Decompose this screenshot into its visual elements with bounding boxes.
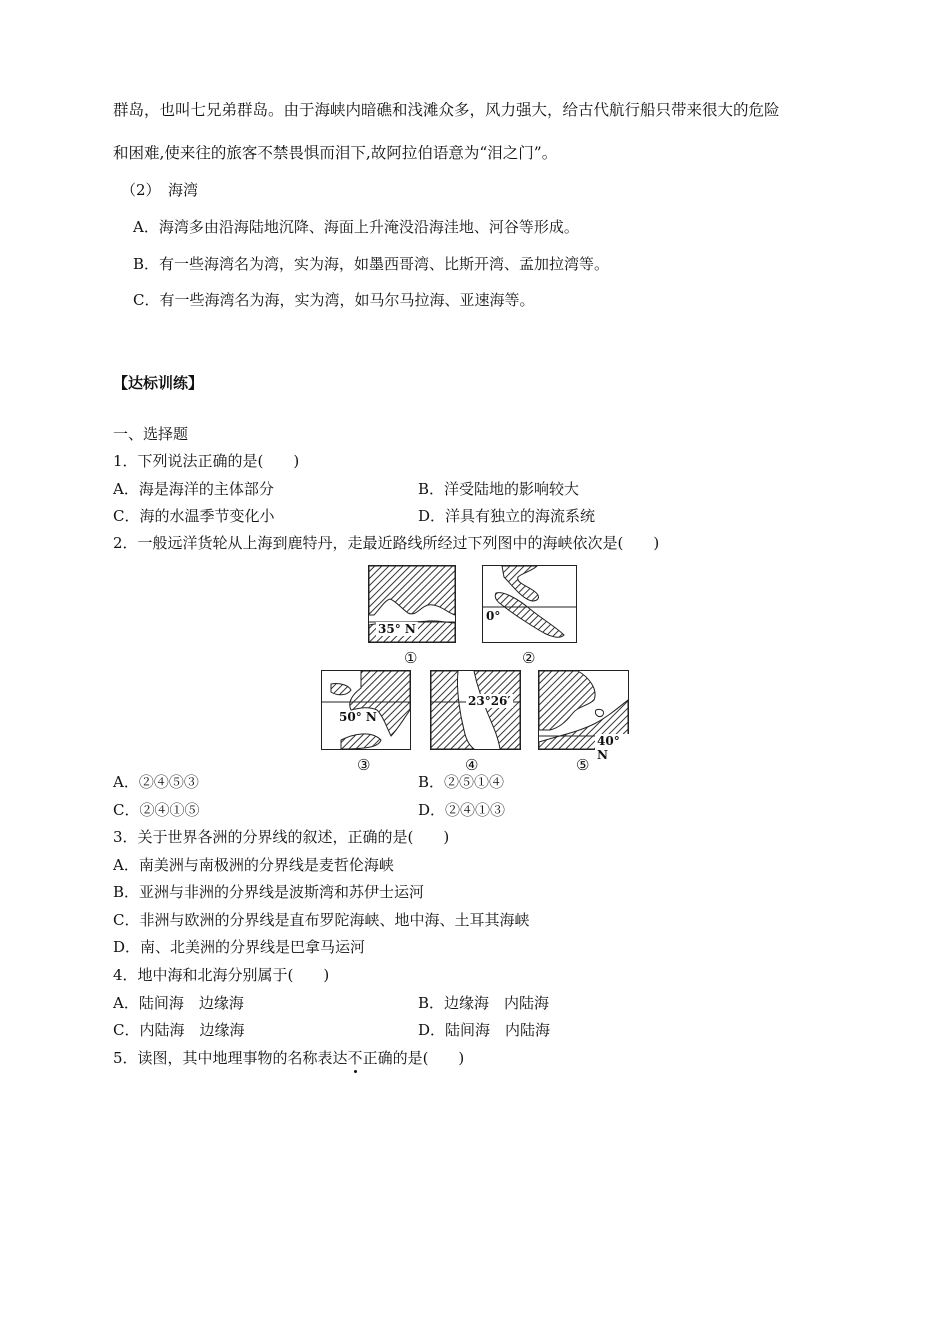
intro-line-2: 和困难,使来往的旅客不禁畏惧而泪下,故阿拉伯语意为“泪之门”。 [113,144,558,162]
question-5-stem-before: 5．读图，其中地理事物的名称表达 [113,1049,348,1067]
map-2-lat-label: 0° [486,609,501,623]
bay-item-c: C．有一些海湾名为海，实为湾，如马尔马拉海、亚速海等。 [133,291,535,309]
question-5-stem [113,1048,464,1068]
question-2-option-a: A．②④⑤③ [113,773,199,791]
question-2-stem: 2．一般远洋货轮从上海到鹿特丹，走最近路线所经过下列图中的海峡依次是( ) [113,534,660,552]
question-5-stem-after: 正确的是( ) [362,1049,465,1067]
map-2 [482,565,577,643]
map-5-lat-label: 40° N [595,734,629,762]
question-3-option-d: D．南、北美洲的分界线是巴拿马运河 [113,938,366,956]
question-2-option-b: B．②⑤①④ [418,773,505,791]
intro-line-1: 群岛，也叫七兄弟群岛。由于海峡内暗礁和浅滩众多，风力强大，给古代航行船只带来很大的危险 [113,101,780,119]
map-4-number: ④ [465,756,479,774]
bay-heading: （2） 海湾 [121,181,199,199]
section-title: 【达标训练】 [113,374,204,392]
bay-item-b: B．有一些海湾名为湾，实为海，如墨西哥湾、比斯开湾、孟加拉湾等。 [133,255,610,273]
map-2-number: ② [522,649,536,667]
question-1-option-d: D．洋具有独立的海流系统 [418,507,596,525]
map-4-lat-label: 23°26′ [468,694,511,708]
map-5-number: ⑤ [576,756,590,774]
map-5 [538,670,629,762]
map-1 [368,565,456,643]
question-2-option-d: D．②④①③ [418,801,506,819]
question-3-stem: 3．关于世界各洲的分界线的叙述，正确的是( ) [113,828,450,846]
question-5-emphasis-mark: 不 [347,1049,363,1067]
map-4 [430,670,521,750]
question-1-option-c: C．海的水温季节变化小 [113,507,275,525]
bay-item-a: A．海湾多由沿海陆地沉降、海面上升淹没沿海洼地、河谷等形成。 [133,218,579,236]
map-3-number: ③ [357,756,371,774]
question-4-option-a: A．陆间海 边缘海 [113,994,244,1012]
question-1-option-a: A．海是海洋的主体部分 [113,480,274,498]
question-2-option-c: C．②④①⑤ [113,801,200,819]
question-4-stem: 4．地中海和北海分别属于( ) [113,966,330,984]
question-3-option-b: B．亚洲与非洲的分界线是波斯湾和苏伊士运河 [113,883,425,901]
map-3 [321,670,411,750]
question-3-option-c: C．非洲与欧洲的分界线是直布罗陀海峡、地中海、土耳其海峡 [113,911,530,929]
question-1-stem: 1．下列说法正确的是( ) [113,452,300,470]
question-4-option-d: D．陆间海 内陆海 [418,1021,551,1039]
question-4-option-c: C．内陆海 边缘海 [113,1021,245,1039]
question-1-option-b: B．洋受陆地的影响较大 [418,480,580,498]
question-3-option-a: A．南美洲与南极洲的分界线是麦哲伦海峡 [113,856,394,874]
map-1-number: ① [404,649,418,667]
map-1-lat-label: 35° N [378,622,416,636]
part-title: 一、选择题 [113,425,189,443]
map-3-lat-label: 50° N [339,710,377,724]
question-4-option-b: B．边缘海 内陆海 [418,994,550,1012]
